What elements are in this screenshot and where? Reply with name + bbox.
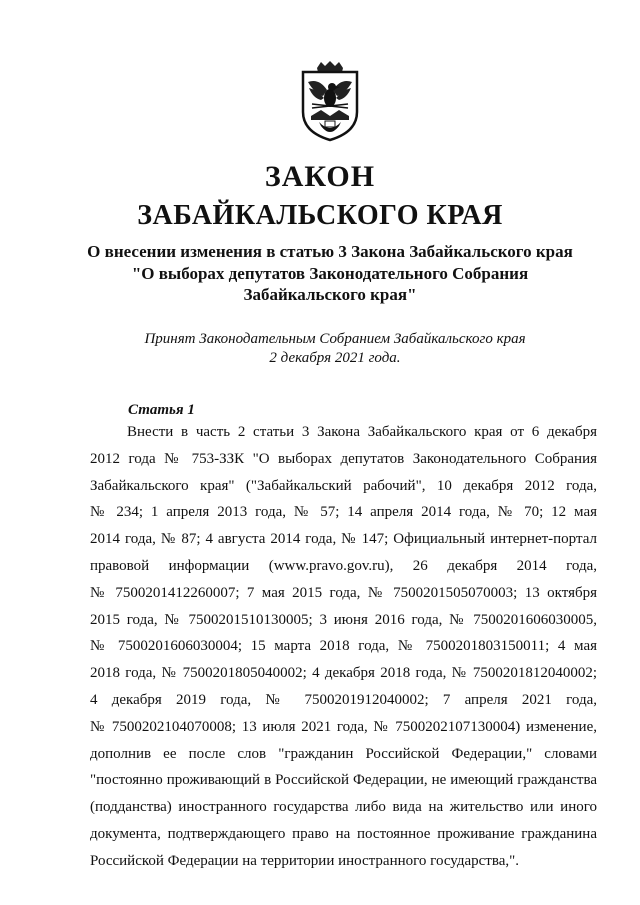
article-body [90, 419, 597, 875]
subtitle-line: Забайкальского края" [243, 285, 417, 304]
body-line: документа, подтверждающего право на постоянное проживание гражданина [90, 825, 597, 842]
law-title: ЗАКОН [264, 160, 376, 193]
body-line: № 7500201412260007; 7 мая 2015 года, № 7500201505070003; 13 октября [90, 584, 597, 601]
article-heading: Статья 1 [128, 402, 195, 418]
region-title: ЗАБАЙКАЛЬСКОГО КРАЯ [137, 200, 503, 231]
law-subtitle [60, 241, 600, 306]
adoption-line: Принят Законодательным Собранием Забайкальского края [144, 331, 526, 347]
adoption-date: 2 декабря 2021 года. [269, 350, 401, 366]
body-line: 2012 года № 753-ЗЗК "О выборах депутатов Законодательного Собрания [90, 450, 597, 467]
body-line: Забайкальского края" ("Забайкальский рабочий", 10 декабря 2012 года, [90, 477, 597, 494]
body-line: Российской Федерации на территории иностранного государства,". [90, 852, 520, 869]
subtitle-line: "О выборах депутатов Законодательного Собрания [131, 263, 529, 283]
body-line: 2018 года, № 7500201805040002; 4 декабря 2018 года, № 7500201812040002; [90, 665, 597, 682]
body-line: 2014 года, № 87; 4 августа 2014 года, № 147; Официальный интернет-портал [90, 531, 597, 548]
subtitle-line: О внесении изменения в статью 3 Закона Забайкальского края [87, 242, 573, 261]
body-line: "постоянно проживающий в Российской Федерации, не имеющий гражданства [90, 772, 597, 789]
body-line: Внести в часть 2 статьи 3 Закона Забайкальского края от 6 декабря [127, 424, 597, 440]
body-line: № 7500202104070008; 13 июля 2021 года, № 7500202107130004) изменение, [90, 718, 597, 735]
body-line: № 7500201606030004; 15 марта 2018 года, № 7500201803150011; 4 мая [90, 638, 597, 655]
body-line: (подданства) иностранного государства либо вида на жительство или иного [90, 799, 597, 816]
adoption-note [100, 330, 570, 368]
body-line: 2015 года, № 7500201510130005; 3 июня 2016 года, № 7500201606030005, [90, 611, 597, 628]
coat-of-arms-emblem [295, 60, 365, 142]
body-line: дополнив ее после слов "гражданин Российской Федерации," словами [90, 745, 597, 762]
body-line: № 234; 1 апреля 2013 года, № 57; 14 апреля 2014 года, № 70; 12 мая [90, 504, 597, 521]
body-line: правовой информации (www.pravo.gov.ru), 26 декабря 2014 года, [90, 557, 597, 574]
body-line: 4 декабря 2019 года, № 7500201912040002; 7 апреля 2021 года, [90, 691, 597, 708]
